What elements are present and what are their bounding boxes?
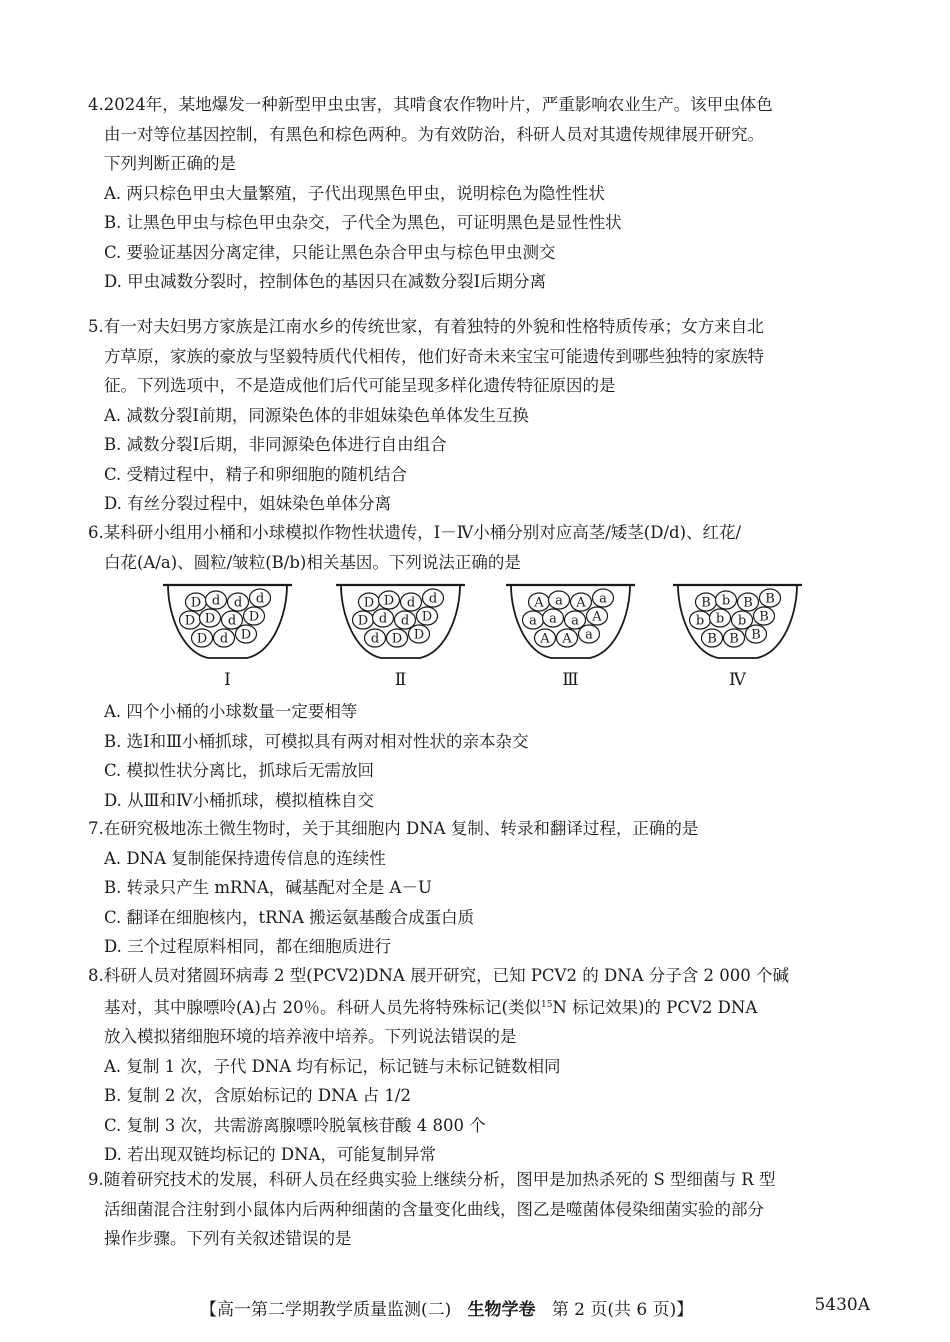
ball: [738, 593, 759, 611]
ball: [523, 611, 544, 629]
ball: [760, 589, 781, 607]
page-footer: [200, 1295, 890, 1320]
ball-letter: d: [378, 611, 388, 627]
ball: [200, 609, 221, 627]
ball: [236, 625, 257, 643]
question-stem: 操作步骤。下列有关叙述错误的是: [104, 1229, 352, 1248]
option-a: A. 四个小桶的小球数量一定要相等: [104, 702, 358, 721]
option-b: B. 转录只产生 mRNA，碱基配对全是 A－U: [104, 878, 432, 897]
footer-paper-code: 5430A: [814, 1295, 870, 1315]
ball: [379, 591, 400, 609]
stem-text: N 标记效果)的 PCV2 DNA: [552, 997, 758, 1017]
option-a: A. DNA 复制能保持遗传信息的连续性: [104, 848, 386, 868]
option-d: D. 有丝分裂过程中，姐妹染色单体分离: [104, 494, 392, 513]
ball: [206, 591, 227, 609]
question-stem: 放入模拟猪细胞环境的培养液中培养。下列说法错误的是: [104, 1027, 517, 1046]
question-stem: 7.在研究极地冻土微生物时，关于其细胞内 DNA 复制、转录和翻译过程，正确的是: [88, 819, 699, 838]
ball-letter: a: [549, 611, 557, 627]
bucket-drawing: [670, 580, 805, 665]
ball-letter: D: [248, 609, 260, 625]
ball-letter: b: [737, 613, 747, 629]
ball-letter: b: [721, 593, 731, 609]
question-6: [88, 518, 878, 577]
ball-letter: B: [765, 591, 775, 607]
bucket-drawing: [503, 580, 638, 665]
option-d: D. 甲虫减数分裂时，控制体色的基因只在减数分裂Ⅰ后期分离: [104, 272, 547, 291]
ball: [716, 591, 737, 609]
question-stem: 活细菌混合注射到小鼠体内后两种细菌的含量变化曲线，图乙是噬菌体侵染细菌实验的部分: [104, 1199, 764, 1219]
ball-letter: a: [555, 593, 563, 609]
ball-letter: D: [421, 609, 433, 625]
ball-letter: d: [219, 631, 229, 647]
ball: [690, 611, 711, 629]
option-c: C. 受精过程中，精子和卵细胞的随机结合: [104, 464, 408, 484]
ball: [387, 629, 408, 647]
ball: [409, 625, 430, 643]
ball: [710, 609, 731, 627]
question-stem: 5.有一对夫妇男方家族是江南水乡的传统世家，有着独特的外貌和性格特质传承；女方来自北: [88, 317, 764, 336]
ball: [593, 589, 614, 607]
option-b: B. 减数分裂Ⅰ后期，非同源染色体进行自由组合: [104, 435, 447, 454]
ball: [401, 593, 422, 611]
option-d: D. 三个过程原料相同，都在细胞质进行: [104, 937, 392, 956]
option-c: C. 模拟性状分离比，抓球后无需放回: [104, 761, 375, 780]
ball-letter: D: [196, 631, 208, 647]
bucket-label: Ⅱ: [394, 670, 407, 690]
ball-letter: D: [363, 595, 375, 611]
option-d: D. 从Ⅲ和Ⅳ小桶抓球，模拟植株自交: [104, 790, 375, 810]
ball: [417, 607, 438, 625]
ball-letter: D: [413, 627, 425, 643]
footer-exam-title: 【高一第二学期教学质量监测(二): [200, 1300, 452, 1320]
ball: [228, 593, 249, 611]
ball-letter: a: [571, 613, 579, 629]
question-stem: 征。下列选项中，不是造成他们后代可能呈现多样化遗传特征原因的是: [104, 376, 616, 395]
ball-letter: A: [540, 631, 550, 647]
question-7: [88, 814, 878, 962]
ball-letter: A: [592, 609, 602, 625]
ball: [754, 607, 775, 625]
ball-letter: D: [190, 595, 202, 611]
option-c: C. 要验证基因分离定律，只能让黑色杂合甲虫与棕色甲虫测交: [104, 242, 556, 262]
ball: [579, 625, 600, 643]
question-stem: 9.随着研究技术的发展，科研人员在经典实验上继续分析，图甲是加热杀死的 S 型细菌与 R 型: [88, 1170, 776, 1189]
ball: [571, 593, 592, 611]
question-stem: 下列判断正确的是: [104, 154, 236, 173]
question-5: [88, 312, 878, 519]
ball-letter: B: [743, 595, 753, 611]
bucket-figure: [160, 580, 880, 695]
ball: [549, 591, 570, 609]
ball-letter: A: [576, 595, 586, 611]
bucket-drawing: [333, 580, 468, 665]
bucket-3: [503, 580, 638, 695]
bucket-label: Ⅰ: [224, 670, 231, 690]
bucket-drawing: [160, 580, 295, 665]
ball: [180, 611, 201, 629]
ball: [702, 629, 723, 647]
bucket-label: Ⅳ: [729, 670, 746, 690]
ball: [543, 609, 564, 627]
question-9: [88, 1165, 878, 1254]
ball-letter: b: [715, 611, 725, 627]
ball: [359, 593, 380, 611]
bucket-1: [160, 580, 295, 695]
ball-letter: a: [529, 613, 537, 629]
option-c: C. 翻译在细胞核内，tRNA 搬运氨基酸合成蛋白质: [104, 907, 475, 927]
ball-letter: d: [227, 613, 237, 629]
ball: [192, 629, 213, 647]
footer-page-number: 第 2 页(共 6 页)】: [551, 1300, 694, 1320]
ball: [353, 611, 374, 629]
question-stem: 方草原，家族的豪放与坚毅特质代代相传，他们好奇未来宝宝可能遗传到哪些独特的家族特: [104, 346, 764, 366]
ball: [529, 593, 550, 611]
question-stem: 8.科研人员对猪圆环病毒 2 型(PCV2)DNA 展开研究，已知 PCV2 的 DNA 分子含 2 000 个碱: [88, 966, 790, 985]
isotope-superscript: 15: [540, 999, 553, 1010]
option-b: B. 让黑色甲虫与棕色甲虫杂交，子代全为黑色，可证明黑色是显性性状: [104, 213, 622, 232]
question-stem: 6.某科研小组用小桶和小球模拟作物性状遗传，Ⅰ－Ⅳ小桶分别对应高茎/矮茎(D/d)、红花/: [88, 523, 742, 542]
ball-letter: B: [759, 609, 769, 625]
ball: [373, 609, 394, 627]
option-b: B. 复制 2 次，含原始标记的 DNA 占 1/2: [104, 1086, 411, 1105]
ball: [186, 593, 207, 611]
question-4: [88, 90, 878, 297]
ball-letter: B: [751, 627, 761, 643]
ball: [423, 589, 444, 607]
ball-letter: D: [204, 611, 216, 627]
option-b: B. 选Ⅰ和Ⅲ小桶抓球，可模拟具有两对相对性状的亲本杂交: [104, 731, 529, 751]
stem-text: 基对，其中腺嘌呤(A)占 20％。科研人员先将特殊标记(类似: [104, 997, 541, 1017]
ball-letter: d: [428, 591, 438, 607]
bucket-label: Ⅲ: [562, 670, 579, 690]
ball: [587, 607, 608, 625]
ball-letter: A: [562, 631, 572, 647]
bucket-4: [670, 580, 805, 695]
ball-letter: d: [400, 613, 410, 629]
ball-letter: B: [701, 595, 711, 611]
ball-letter: D: [383, 593, 395, 609]
ball-letter: A: [534, 595, 544, 611]
ball-letter: d: [255, 591, 265, 607]
option-a: A. 两只棕色甲虫大量繁殖，子代出现黑色甲虫，说明棕色为隐性性状: [104, 183, 605, 203]
option-a: A. 减数分裂Ⅰ前期，同源染色体的非姐妹染色单体发生互换: [104, 405, 529, 425]
option-c: C. 复制 3 次，共需游离腺嘌呤脱氧核苷酸 4 800 个: [104, 1115, 486, 1135]
ball: [214, 629, 235, 647]
ball: [244, 607, 265, 625]
ball-letter: d: [370, 631, 380, 647]
ball: [724, 629, 745, 647]
ball-letter: d: [211, 593, 221, 609]
ball-letter: D: [357, 613, 369, 629]
ball-letter: B: [729, 631, 739, 647]
footer-subject: 生物学卷: [467, 1300, 536, 1320]
ball: [746, 625, 767, 643]
question-8: [88, 961, 878, 1170]
ball: [250, 589, 271, 607]
ball-letter: D: [184, 613, 196, 629]
option-a: A. 复制 1 次，子代 DNA 均有标记，标记链与未标记链数相同: [104, 1056, 561, 1076]
ball: [696, 593, 717, 611]
ball-letter: d: [406, 595, 416, 611]
ball: [557, 629, 578, 647]
question-stem: [88, 991, 878, 1023]
question-stem: 由一对等位基因控制，有黑色和棕色两种。为有效防治，科研人员对其遗传规律展开研究。: [104, 124, 764, 144]
ball-letter: a: [585, 627, 593, 643]
ball-letter: D: [240, 627, 252, 643]
question-stem: 白花(A/a)、圆粒/皱粒(B/b)相关基因。下列说法正确的是: [104, 552, 521, 572]
ball: [365, 629, 386, 647]
ball-letter: d: [233, 595, 243, 611]
ball-letter: D: [391, 631, 403, 647]
question-6-options: [88, 697, 878, 815]
ball-letter: B: [707, 631, 717, 647]
option-d: D. 若出现双链均标记的 DNA，可能复制异常: [104, 1145, 436, 1164]
ball-letter: a: [599, 591, 607, 607]
ball: [535, 629, 556, 647]
question-stem: 4.2024年，某地爆发一种新型甲虫虫害，其啃食农作物叶片，严重影响农业生产。该甲虫体色: [88, 95, 773, 114]
bucket-2: [333, 580, 468, 695]
ball-letter: b: [695, 613, 705, 629]
